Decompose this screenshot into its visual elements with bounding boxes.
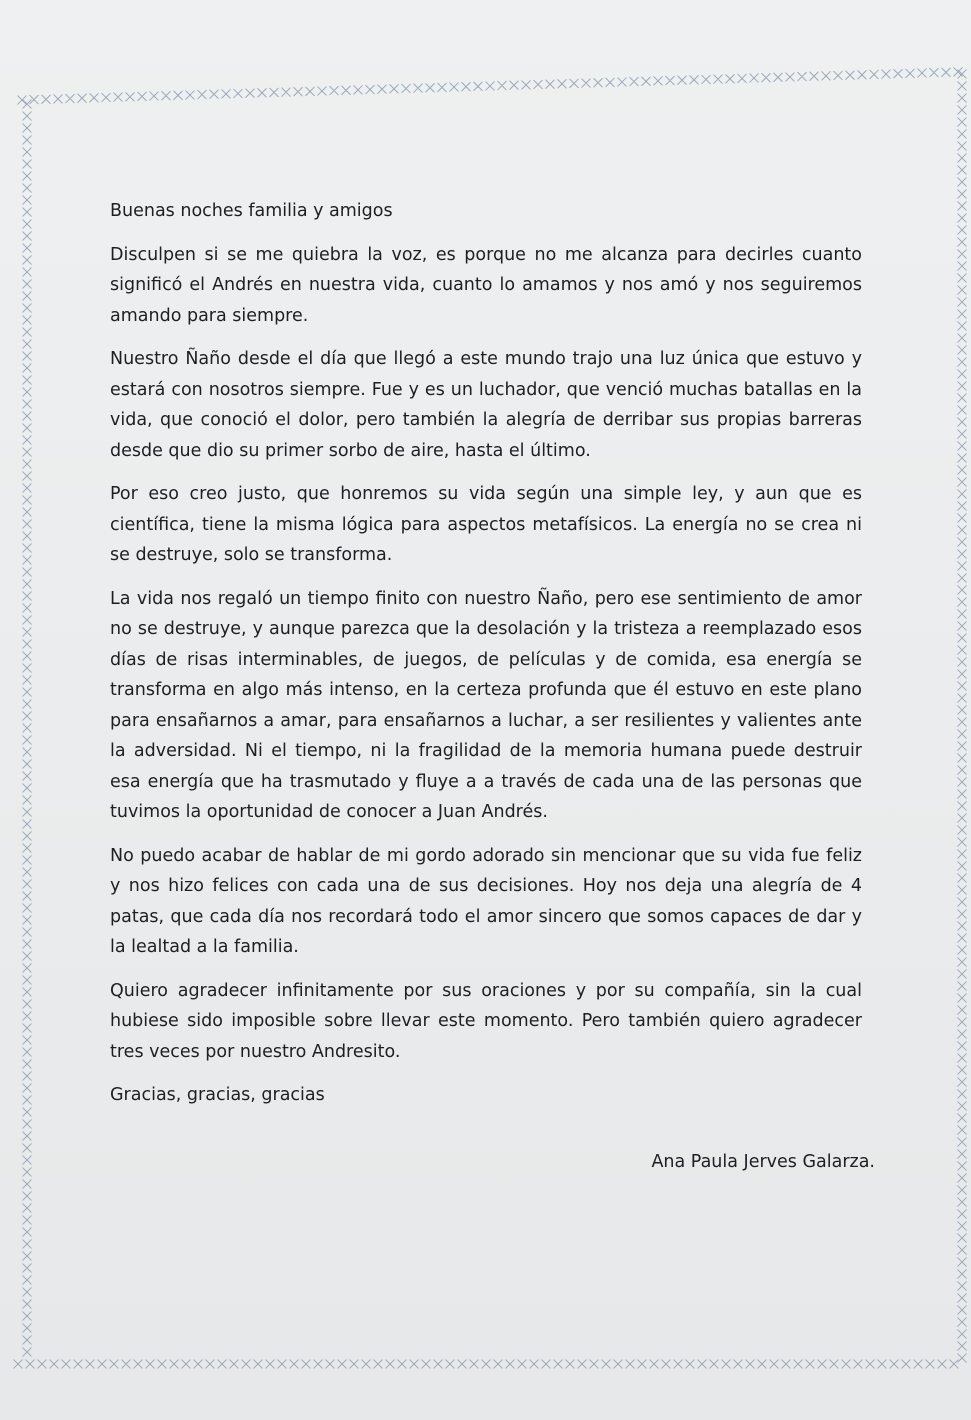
letter-paragraph-4: La vida nos regaló un tiempo finito con nuestro Ñaño, pero ese sentimiento de amor no se destruye, y aunque parezca que la desolación y la tristeza a reemplazado esos días de risas interminables, de juegos, de películas y de comida, esa energía se transforma en algo más intenso, en la certeza profunda que él estuvo en este plano para ensañarnos a amar, para ensañarnos a luchar, a ser resilientes y valientes ante la adversidad. Ni el tiempo, ni la fragilidad de la memoria humana puede destruir esa energía que ha trasmutado y fluye a a través de cada una de las personas que tuvimos la oportunidad de conocer a Juan Andrés. xyxy=(110,588,862,822)
letter-paragraph-3: Por eso creo justo, que honremos su vida según una simple ley, y aun que es científica, tiene la misma lógica para aspectos metafísicos. La energía no se crea ni se destruye, solo se transforma. xyxy=(110,484,862,565)
letter-paragraph-5: No puedo acabar de hablar de mi gordo adorado sin mencionar que su vida fue feliz y nos hizo felices con cada una de sus decisiones. Hoy nos deja una alegría de 4 patas, que cada día nos recordará todo el amor sincero que somos capaces de dar y la lealtad a la familia. xyxy=(110,845,862,957)
letter-paragraph-1: Disculpen si se me quiebra la voz, es porque no me alcanza para decirles cuanto significó el Andrés en nuestra vida, cuanto lo amamos y nos amó y nos seguiremos amando para siempre. xyxy=(110,244,862,326)
letter-paragraph-6: Quiero agradecer infinitamente por sus oraciones y por su compañía, sin la cual hubiese sido imposible sobre llevar este momento. Pero también quiero agradecer tres veces por nuestro Andresito. xyxy=(110,980,862,1062)
letter-body xyxy=(110,196,862,1111)
letter-closing: Gracias, gracias, gracias xyxy=(110,1085,325,1105)
letter-greeting: Buenas noches familia y amigos xyxy=(110,201,393,221)
letter-paragraph-2: Nuestro Ñaño desde el día que llegó a este mundo trajo una luz única que estuvo y estará con nosotros siempre. Fue y es un luchador, que venció muchas batallas en la vida, que conoció el dolor, pero también la alegría de derribar sus propias barreras desde que dio su primer sorbo de aire, hasta el último. xyxy=(110,349,862,461)
letter-signature: Ana Paula Jerves Galarza. xyxy=(651,1152,875,1172)
